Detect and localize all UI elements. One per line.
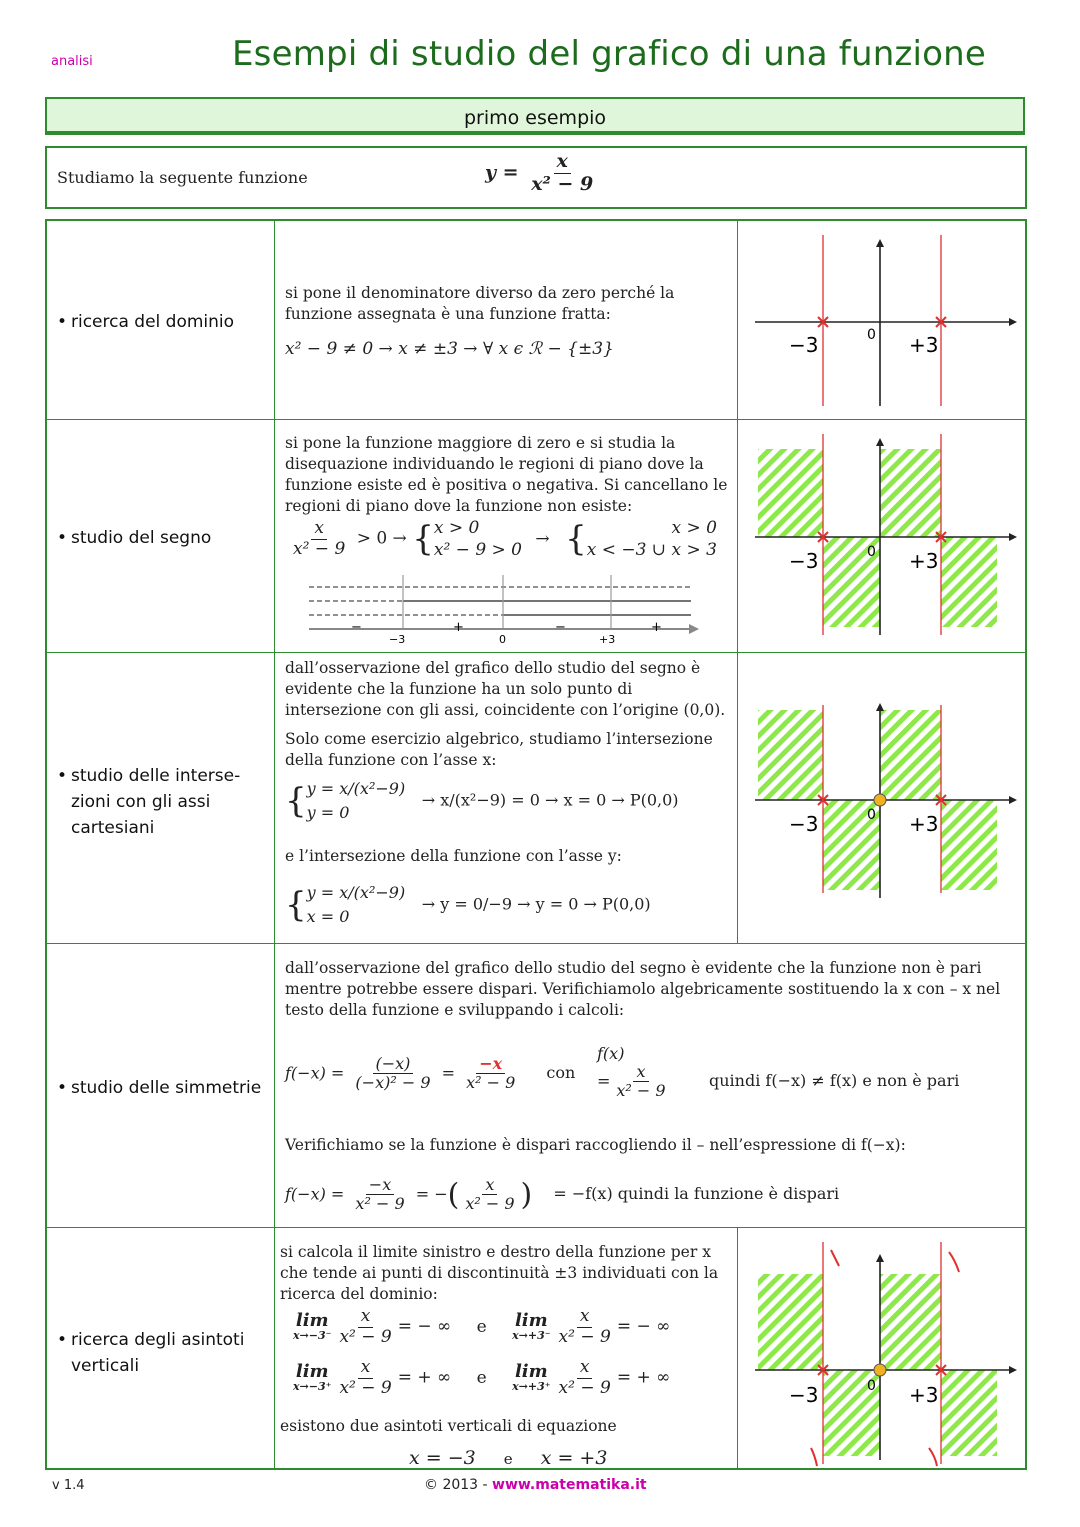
svg-text:0: 0 (867, 807, 876, 823)
intro-formula (485, 151, 599, 196)
svg-text:−3: −3 (789, 812, 819, 836)
svg-text:−3: −3 (789, 1383, 819, 1407)
svg-text:+3: +3 (909, 812, 939, 836)
graph-label-zero: 0 (867, 327, 876, 343)
label-sign: • studio del segno (57, 528, 212, 548)
label-symmetry: • studio delle simmetrie (57, 1078, 262, 1098)
asymptote-limits-row2: lim x→−3⁺ $\frac{x}{\text{x² − 9}}$ = + ∞ e lim x→+3⁺ $\frac{x}{\text{x² − 9}}$ = + ∞ (293, 1357, 671, 1398)
sign-plus-1: + (453, 620, 464, 635)
graph-label-left: −3 (789, 333, 819, 357)
svg-text:0: 0 (867, 544, 876, 560)
intro-box (45, 146, 1027, 209)
sign-inequality: $\frac{x}{\text{x² − 9}}$ > 0 → { x > 0 x² − 9 > 0 → { x > 0 x < −3 ∪ x > 3 (293, 517, 717, 560)
label-intersections: • studio delle interse- zioni con gli assi cartesiani (57, 766, 241, 838)
intersections-graph (739, 653, 1025, 943)
domain-math: x² − 9 ≠ 0 → x ≠ ±3 → ∀ x ϵ ℛ − {±3} (285, 339, 614, 359)
svg-text:+3: +3 (909, 1383, 939, 1407)
sign-minus-2: − (555, 620, 566, 635)
asymptote-limits-row1: lim x→−3⁻ $\frac{x}{\text{x² − 9}}$ = − ∞ e lim x→+3⁻ $\frac{x}{\text{x² − 9}}$ = − ∞ (293, 1306, 671, 1347)
graph-label-right: +3 (909, 333, 939, 357)
intersections-text2: Solo come esercizio algebrico, studiamo l’intersezione della funzione con l’asse x: (285, 730, 713, 769)
intro-text: Studiamo la seguente funzione (57, 168, 308, 187)
svg-text:+3: +3 (909, 549, 939, 573)
asymptotes-graph (739, 1228, 1025, 1470)
symmetry-fneg: f(−x) = $\frac{(-x)}{\text{(−x)² − 9}}$ = $\frac{-x}{\text{x² − 9}}$ con (285, 1054, 576, 1093)
sign-plus-2: + (651, 620, 662, 635)
sign-graph (739, 420, 1025, 652)
sign-tick-left: −3 (389, 633, 406, 646)
study-table (45, 219, 1027, 1470)
sign-tick-right: +3 (599, 633, 616, 646)
sign-minus-1: − (351, 620, 362, 635)
formula-den: x² − 9 (531, 172, 594, 195)
intersections-text1: dall’osservazione del grafico dello studio del segno è evidente che la funzione ha un solo punto di intersezione con gli assi, coincidente con l’origine (0,0). (285, 659, 726, 719)
intersections-y: { y = x/(x²−9) x = 0 → y = 0/−9 → y = 0 → P(0,0) (285, 883, 651, 926)
asymptotes-text1: si calcola il limite sinistro e destro della funzione per x che tende ai punti di discontinuità ±3 individuati con la ricerca del dominio: (280, 1243, 719, 1303)
symmetry-fx: f(x) = $\frac{x}{\text{x² − 9}}$ (597, 1044, 666, 1101)
formula-y: y = (485, 161, 519, 184)
symmetry-text1: dall’osservazione del grafico dello studio del segno è evidente che la funzione non è pari mentre potrebbe essere dispari. Verifichiamolo algebricamente sostituendo la x con – x nel testo della funzione e sviluppando i calcoli: (285, 959, 1001, 1019)
symmetry-odd: f(−x) = $\frac{-x}{\text{x² − 9}}$ = −( $\frac{x}{\text{x² − 9}}$ ) = −f(x) quindi la funzione è dispari (285, 1175, 840, 1214)
sign-chart (303, 571, 703, 649)
domain-text: si pone il denominatore diverso da zero perché la funzione assegnata è una funzione fratta: (285, 284, 675, 323)
asymptotes-text2: esistono due asintoti verticali di equazione (280, 1417, 617, 1435)
label-domain: • ricerca del dominio (57, 312, 235, 332)
subject-label: analisi (51, 54, 93, 69)
svg-text:−3: −3 (789, 549, 819, 573)
intersections-text3: e l’intersezione della funzione con l’asse y: (285, 847, 622, 865)
label-asymptotes: • ricerca degli asintoti verticali (57, 1330, 245, 1376)
domain-graph (739, 221, 1025, 419)
origin-point (874, 794, 886, 806)
sign-text: si pone la funzione maggiore di zero e si studia la disequazione individuando le regioni di piano dove la funzione esiste ed è positiva o negativa. Si cancellano le regioni di piano dove la funzione non esiste: (285, 434, 728, 515)
page-title: Esempi di studio del grafico di una funzione (232, 34, 987, 74)
footer-url[interactable]: www.matematika.it (492, 1477, 647, 1493)
example-banner: primo esempio (45, 97, 1025, 135)
intersections-x: { y = x/(x²−9) y = 0 → x/(x²−9) = 0 → x = 0 → P(0,0) (285, 779, 679, 822)
asymptote-equations: x = −3 e x = +3 (409, 1447, 608, 1469)
formula-num: x (554, 151, 571, 174)
symmetry-text2: Verifichiamo se la funzione è dispari raccogliendo il – nell’espressione di f(−x): (285, 1136, 906, 1154)
footer-copyright: © 2013 - www.matematika.it (424, 1477, 647, 1493)
sign-tick-zero: 0 (499, 633, 506, 646)
symmetry-not-even: quindi f(−x) ≠ f(x) e non è pari (709, 1071, 960, 1090)
svg-text:0: 0 (867, 1378, 876, 1394)
footer-version: v 1.4 (52, 1478, 85, 1493)
